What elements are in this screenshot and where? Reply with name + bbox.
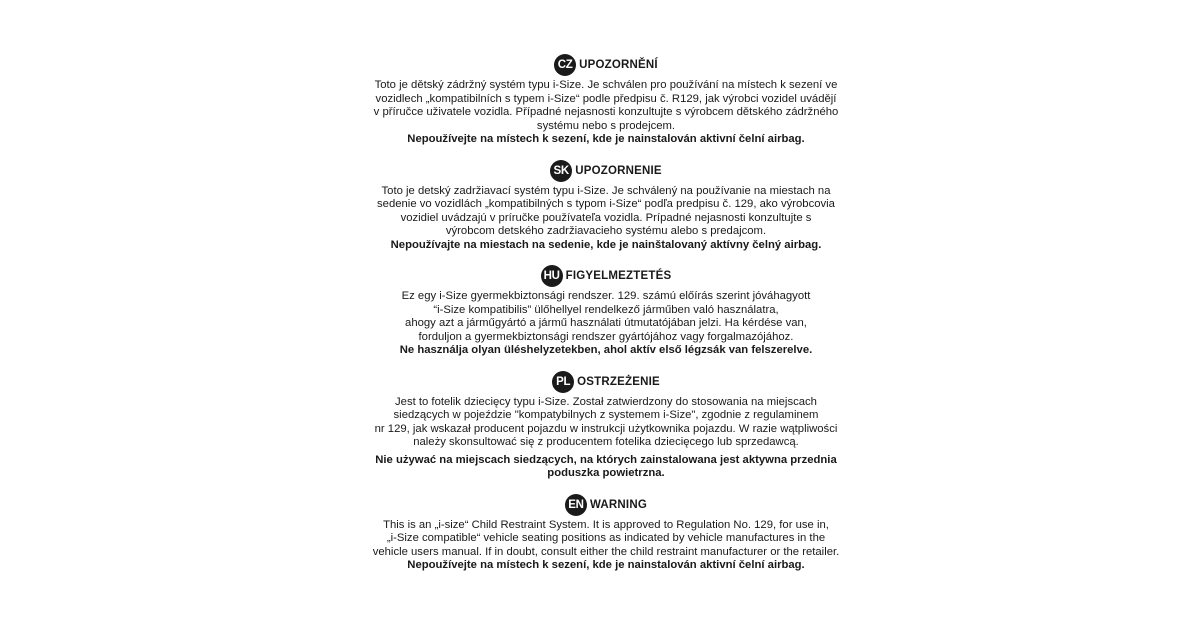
- section-heading: [300, 54, 912, 76]
- body-line: nr 129, jak wskazał producent pojazdu w instrukcji użytkownika pojazdu. W razie wątpliwości: [374, 422, 838, 435]
- warning-line: Nepoužívejte na místech k sezení, kde je nainstalován aktivní čelní airbag.: [407, 133, 805, 145]
- warning-line: Ne használja olyan üléshelyzetekben, ahol aktív első légzsák van felszerelve.: [399, 344, 813, 356]
- section-title: FIGYELMEZTETÉS: [565, 270, 672, 282]
- body-line: Ez egy i-Size gyermekbiztonsági rendszer. 129. számú előírás szerint jóváhagyott: [401, 290, 811, 302]
- body-line: vozidiel uvádzajú v príručke používateľa vozidla. Prípadné nejasnosti konzultujte s: [400, 211, 812, 224]
- body-line: “i-Size kompatibilis” ülőhellyel rendelkező járműben való használatra,: [433, 303, 779, 316]
- body-line: Toto je detský zadržiavací systém typu i-Size. Je schválený na používanie na miestach na: [381, 184, 831, 197]
- section-title: WARNING: [590, 498, 647, 511]
- language-badge-hu: HU: [541, 265, 563, 287]
- language-badge-pl: PL: [552, 371, 574, 393]
- body-line: vozidlech „kompatibilních s typem i-Size“ podle předpisu č. R129, jak výrobci vozidel uvádějí: [375, 92, 837, 105]
- language-badge-en: EN: [565, 494, 587, 516]
- document: [300, 54, 912, 586]
- section-title: OSTRZEŻENIE: [577, 375, 660, 388]
- body-line: „i-Size compatible“ vehicle seating positions as indicated by vehicle manufactures in the: [386, 532, 826, 544]
- section-heading: [300, 494, 912, 516]
- body-line: forduljon a gyermekbiztonsági rendszer gyártójához vagy forgalmazójához.: [418, 330, 794, 343]
- section-sk: [300, 160, 912, 253]
- body-line: This is an „i-size“ Child Restraint System. It is approved to Regulation No. 129, for use in,: [383, 518, 829, 531]
- body-line: ahogy azt a járműgyártó a jármű használati útmutatójában jelzi. Ha kérdése van,: [405, 317, 807, 329]
- body-line: siedzących w pojeździe "kompatybilnych z systemem i-Size", zgodnie z regulaminem: [393, 409, 819, 421]
- language-badge-sk: SK: [550, 160, 572, 182]
- body-line: systému nebo s prodejcem.: [536, 119, 676, 132]
- section-heading: [300, 265, 912, 287]
- warning-line: poduszka powietrzna.: [547, 467, 665, 479]
- section-title: UPOZORNĚNÍ: [579, 59, 658, 71]
- section-en: [300, 494, 912, 573]
- section-hu: [300, 265, 912, 358]
- body-line: v příručce uživatele vozidla. Případné nejasnosti konzultujte s výrobcem dětského zádržného: [373, 106, 839, 118]
- body-line: vehicle users manual. If in doubt, consult either the child restraint manufacturer or the retailer.: [372, 545, 840, 558]
- body-line: Jest to fotelik dziecięcy typu i-Size. Został zatwierdzony do stosowania na miejscach: [395, 395, 817, 408]
- warning-line: Nie używać na miejscach siedzących, na których zainstalowana jest aktywna przednia: [375, 453, 837, 466]
- section-pl: [300, 371, 912, 481]
- section-heading: [300, 160, 912, 182]
- body-line: należy skonsultować się z producentem fotelika dziecięcego lub sprzedawcą.: [413, 436, 799, 448]
- section-title: UPOZORNENIE: [575, 164, 662, 177]
- body-line: Toto je dětský zádržný systém typu i-Size. Je schválen pro používání na místech k sezení ve: [374, 79, 838, 91]
- body-line: výrobcom detského zadržiavacieho systému alebo s predajcom.: [445, 225, 767, 237]
- body-line: sedenie vo vozidlách „kompatibilných s typom i-Size“ podľa predpisu č. 129, ako výrobcovia: [377, 198, 835, 210]
- section-heading: [300, 371, 912, 393]
- language-badge-cz: CZ: [554, 54, 576, 76]
- warning-line: Nepoužívejte na místech k sezení, kde je nainstalován aktivní čelní airbag.: [407, 559, 805, 571]
- section-cz: [300, 54, 912, 147]
- warning-line: Nepoužívajte na miestach na sedenie, kde je nainštalovaný aktívny čelný airbag.: [390, 238, 822, 251]
